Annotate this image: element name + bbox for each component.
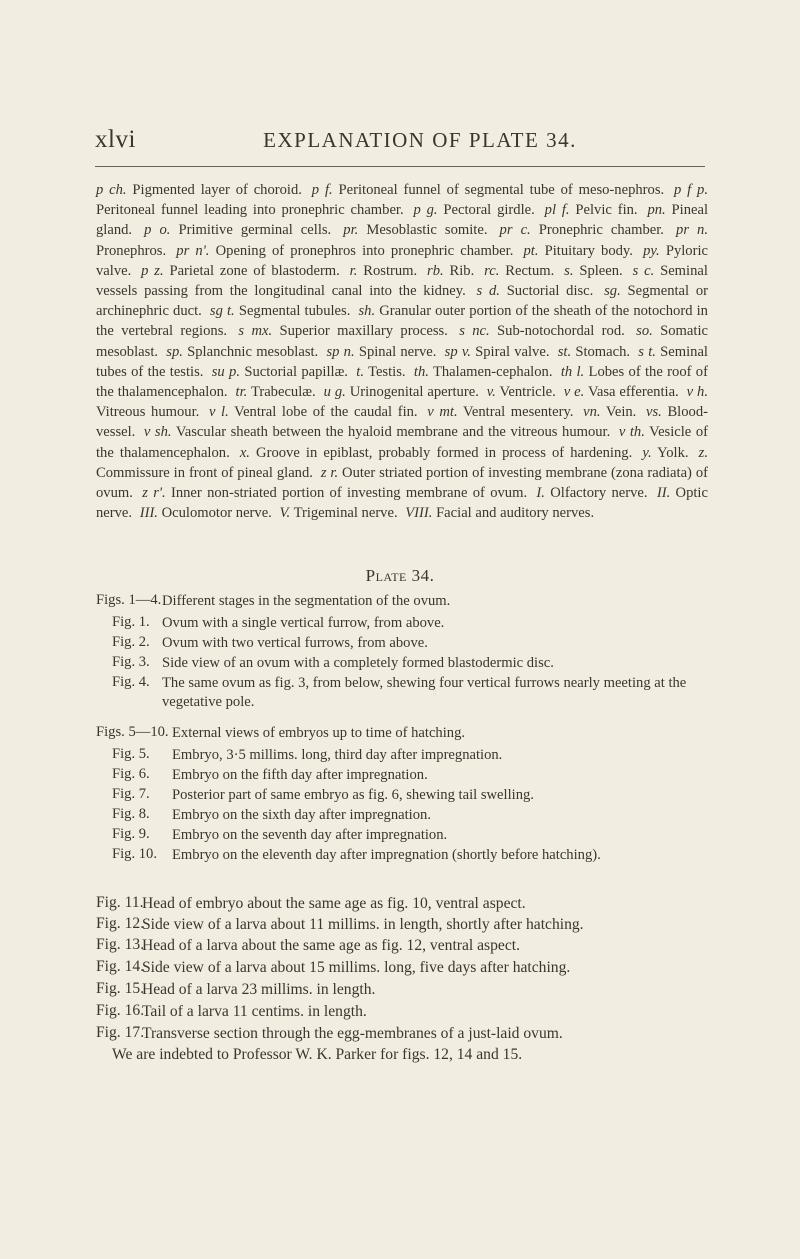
abbreviation-definition: Stomach.	[571, 343, 631, 360]
figure-description: Side view of a larva about 15 millims. long, five days after hatching.	[142, 959, 571, 976]
abbreviation-definition: Vascular sheath between the hyaloid membrane and the vitreous humour.	[171, 424, 611, 441]
figure-label: Fig. 14.	[96, 958, 145, 975]
figure-description: Head of embryo about the same age as fig. 10, ventral aspect.	[142, 895, 526, 912]
abbreviation-definition: Groove in epiblast, probably formed in process of hardening.	[249, 444, 633, 461]
abbreviation-definition: Oculomotor nerve.	[157, 505, 272, 522]
figure-label: Fig. 4.	[112, 674, 150, 690]
figure-label: Fig. 8.	[112, 806, 150, 822]
abbreviation-term: vn.	[583, 404, 601, 421]
abbreviation-term: pn.	[647, 202, 666, 219]
abbreviation-term: sg t.	[209, 303, 235, 320]
abbreviation-term: s d.	[476, 283, 500, 300]
abbreviation-term: r.	[349, 262, 358, 279]
figure-label: Fig. 13.	[96, 936, 145, 953]
figure-description: Different stages in the segmentation of the ovum.	[162, 593, 451, 609]
abbreviation-term: III.	[139, 505, 158, 522]
abbreviation-definition: Pronephros.	[96, 242, 167, 259]
abbreviation-term: v e.	[563, 384, 585, 401]
abbreviation-definition: Optic nerve.	[96, 485, 708, 522]
abbreviation-term: p f.	[311, 182, 333, 198]
figure-description: Embryo on the seventh day after impregnation.	[172, 827, 448, 843]
figure-label: Fig. 9.	[112, 826, 150, 842]
abbreviation-term: rc.	[484, 262, 500, 279]
figure-description: Embryo on the sixth day after impregnation.	[172, 807, 431, 823]
plate-title: Plate 34.	[365, 566, 435, 585]
abbreviation-definition: Pronephric chamber.	[530, 222, 664, 239]
abbreviation-definition: Pineal gland.	[96, 202, 709, 239]
abbreviation-term: p o.	[144, 222, 171, 239]
abbreviation-term: t.	[356, 363, 364, 380]
abbreviation-definition: Spinal nerve.	[354, 343, 437, 360]
figure-description: Embryo on the eleventh day after impregnation (shortly before hatching).	[172, 847, 601, 863]
abbreviation-term: vs.	[645, 404, 662, 421]
abbreviation-definition: Olfactory nerve.	[544, 485, 648, 502]
abbreviation-term: z r.	[320, 464, 339, 481]
abbreviations-paragraph	[96, 180, 708, 523]
abbreviation-definition: Segmental tubules.	[234, 303, 351, 320]
abbreviation-term: th l.	[560, 363, 585, 380]
abbreviation-definition: Thalamen-cephalon.	[428, 363, 553, 380]
page-title: EXPLANATION OF PLATE 34.	[263, 128, 577, 152]
figure-label: Figs. 1—4.	[96, 592, 162, 608]
abbreviation-term: so.	[636, 323, 653, 340]
abbreviation-definition: Granular outer portion of the sheath of the notochord in the vertebral regions.	[96, 303, 708, 340]
figure-label: Figs. 5—10.	[96, 724, 169, 740]
abbreviation-term: sh.	[358, 303, 376, 320]
abbreviation-term: rb.	[427, 262, 444, 279]
abbreviation-term: s t.	[638, 343, 656, 360]
abbreviation-term: sg.	[604, 283, 621, 300]
abbreviation-term: s c.	[632, 262, 655, 279]
abbreviation-term: py.	[643, 242, 660, 259]
abbreviation-term: p f p.	[674, 182, 709, 198]
abbreviation-term: v l.	[208, 404, 229, 421]
abbreviation-term: V.	[279, 505, 291, 522]
abbreviation-definition: Seminal vessels passing from the longitudinal canal into the kidney.	[96, 262, 708, 300]
abbreviation-definition: Parietal zone of blastoderm.	[163, 262, 340, 279]
figure-label: Fig. 10.	[112, 846, 158, 862]
abbreviation-term: x.	[239, 444, 250, 461]
abbreviation-term: sp n.	[326, 343, 355, 360]
figure-description: Embryo on the fifth day after impregnation.	[172, 767, 428, 783]
abbreviation-term: th.	[413, 363, 429, 380]
abbreviation-definition: Pectoral girdle.	[437, 202, 535, 219]
abbreviation-definition: Pigmented layer of choroid.	[126, 182, 302, 198]
abbreviation-term: v mt.	[427, 404, 458, 421]
abbreviation-definition: Spleen.	[573, 262, 623, 279]
abbreviation-definition: Spiral valve.	[470, 343, 550, 360]
abbreviation-term: s nc.	[459, 323, 490, 340]
abbreviation-term: pr c.	[499, 222, 531, 239]
header-rule	[95, 166, 705, 167]
figure-description: Side view of an ovum with a completely formed blastodermic disc.	[162, 655, 554, 671]
abbreviation-term: tr.	[235, 384, 248, 401]
abbreviation-term: pt.	[523, 242, 539, 259]
abbreviation-term: u g.	[323, 384, 346, 401]
abbreviation-term: VIII.	[405, 505, 433, 522]
figure-description: The same ovum as fig. 3, from below, shewing four vertical furrows nearly meeting at the vegetative pole.	[162, 675, 687, 710]
abbreviation-definition: Rib.	[443, 262, 475, 279]
abbreviation-definition: Trabeculæ.	[247, 384, 316, 401]
abbreviation-definition: Mesoblastic somite.	[358, 222, 488, 239]
abbreviation-term: v th.	[618, 424, 645, 441]
figure-description: Side view of a larva about 11 millims. in length, shortly after hatching.	[142, 916, 584, 933]
abbreviation-term: I.	[536, 485, 545, 502]
abbreviation-definition: Superior maxillary process.	[272, 323, 448, 340]
figure-description: Head of a larva 23 millims. in length.	[142, 981, 376, 998]
figure-description: Embryo, 3·5 millims. long, third day after impregnation.	[172, 747, 503, 763]
abbreviation-term: v sh.	[143, 424, 172, 441]
abbreviation-definition: Inner non-striated portion of investing membrane of ovum.	[165, 485, 528, 502]
abbreviation-term: s.	[564, 262, 574, 279]
figure-label: Fig. 2.	[112, 634, 150, 650]
abbreviation-definition: Facial and auditory nerves.	[432, 505, 595, 522]
page-number: xlvi	[95, 126, 136, 153]
abbreviation-term: z r'.	[142, 485, 166, 502]
figure-label: Fig. 16.	[96, 1002, 145, 1019]
abbreviation-term: y.	[642, 444, 652, 461]
abbreviation-term: p g.	[413, 202, 438, 219]
figure-description: Ovum with two vertical furrows, from above.	[162, 635, 428, 651]
abbreviation-term: pr.	[343, 222, 359, 239]
abbreviation-term: II.	[656, 485, 671, 502]
abbreviation-term: pl f.	[544, 202, 570, 219]
figure-label: Fig. 7.	[112, 786, 150, 802]
abbreviation-definition: Rectum.	[499, 262, 555, 279]
abbreviation-definition: Pituitary body.	[538, 242, 633, 259]
figure-description: Transverse section through the egg-membranes of a just-laid ovum.	[142, 1025, 563, 1042]
abbreviation-term: s mx.	[238, 323, 273, 340]
abbreviation-term: p ch.	[96, 182, 127, 198]
abbreviation-definition: Testis.	[364, 363, 406, 380]
abbreviation-definition: Somatic mesoblast.	[96, 323, 708, 360]
figure-label: Fig. 15.	[96, 980, 145, 997]
abbreviation-term: su p.	[211, 363, 240, 380]
abbreviation-definition: Rostrum.	[357, 262, 418, 279]
abbreviation-definition: Peritoneal funnel of segmental tube of meso-nephros.	[332, 182, 665, 198]
abbreviation-definition: Vesicle of the thalamencephalon.	[96, 424, 708, 461]
figure-description: Ovum with a single vertical furrow, from above.	[162, 615, 445, 631]
figure-label: Fig. 6.	[112, 766, 150, 782]
figure-description: Tail of a larva 11 centims. in length.	[142, 1003, 367, 1020]
abbreviation-definition: Ventral lobe of the caudal fin.	[228, 404, 418, 421]
abbreviation-definition: Ventral mesentery.	[457, 404, 574, 421]
abbreviation-term: sp.	[166, 343, 183, 360]
abbreviation-definition: Pelvic fin.	[569, 202, 638, 219]
abbreviation-definition: Suctorial papillæ.	[240, 363, 348, 380]
figure-label: Fig. 5.	[112, 746, 150, 762]
abbreviation-term: p z.	[141, 262, 164, 279]
figure-description: External views of embryos up to time of hatching.	[172, 725, 466, 741]
abbreviation-definition: Outer striated portion of investing membrane (zona radiata) of ovum.	[96, 464, 708, 502]
acknowledgement: We are indebted to Professor W. K. Parker for figs. 12, 14 and 15.	[112, 1046, 523, 1063]
abbreviation-definition: Opening of pronephros into pronephric chamber.	[209, 242, 514, 259]
figure-label: Fig. 3.	[112, 654, 150, 670]
abbreviation-definition: Pyloric valve.	[96, 242, 708, 279]
figure-label: Fig. 1.	[112, 614, 150, 630]
figure-label: Fig. 11.	[96, 894, 144, 911]
abbreviation-definition: Suctorial disc.	[499, 283, 594, 300]
abbreviation-term: st.	[557, 343, 572, 360]
abbreviation-definition: Primitive germinal cells.	[170, 222, 332, 239]
abbreviation-definition: Vein.	[600, 404, 637, 421]
abbreviation-term: v h.	[686, 384, 709, 401]
abbreviation-definition: Peritoneal funnel leading into pronephric chamber.	[96, 202, 404, 219]
abbreviation-definition: Sub-notochordal rod.	[489, 323, 625, 340]
running-head	[95, 122, 705, 162]
abbreviation-term: pr n.	[676, 222, 708, 239]
figure-label: Fig. 12.	[96, 915, 145, 932]
abbreviation-term: sp v.	[444, 343, 471, 360]
abbreviation-definition: Vitreous humour.	[96, 404, 200, 421]
abbreviation-term: pr n'.	[176, 242, 210, 259]
figure-description: Posterior part of same embryo as fig. 6, shewing tail swelling.	[172, 787, 534, 803]
abbreviation-definition: Splanchnic mesoblast.	[182, 343, 319, 360]
abbreviation-definition: Yolk.	[651, 444, 689, 461]
abbreviation-definition: Lobes of the roof of the thalamencephalon.	[96, 363, 708, 401]
abbreviation-definition: Segmental or archinephric duct.	[96, 283, 709, 320]
abbreviation-term: z.	[698, 444, 708, 461]
abbreviation-definition: Ventricle.	[495, 384, 556, 401]
abbreviation-definition: Blood-vessel.	[96, 404, 708, 441]
figure-label: Fig. 17.	[96, 1024, 145, 1041]
abbreviation-definition: Commissure in front of pineal gland.	[96, 464, 313, 481]
abbreviation-definition: Seminal tubes of the testis.	[96, 343, 708, 380]
figure-description: Head of a larva about the same age as fig. 12, ventral aspect.	[142, 937, 520, 954]
abbreviation-term: v.	[486, 384, 496, 401]
abbreviation-definition: Trigeminal nerve.	[290, 505, 398, 522]
abbreviation-definition: Vasa efferentia.	[584, 384, 679, 401]
abbreviation-definition: Urinogenital aperture.	[345, 384, 479, 401]
